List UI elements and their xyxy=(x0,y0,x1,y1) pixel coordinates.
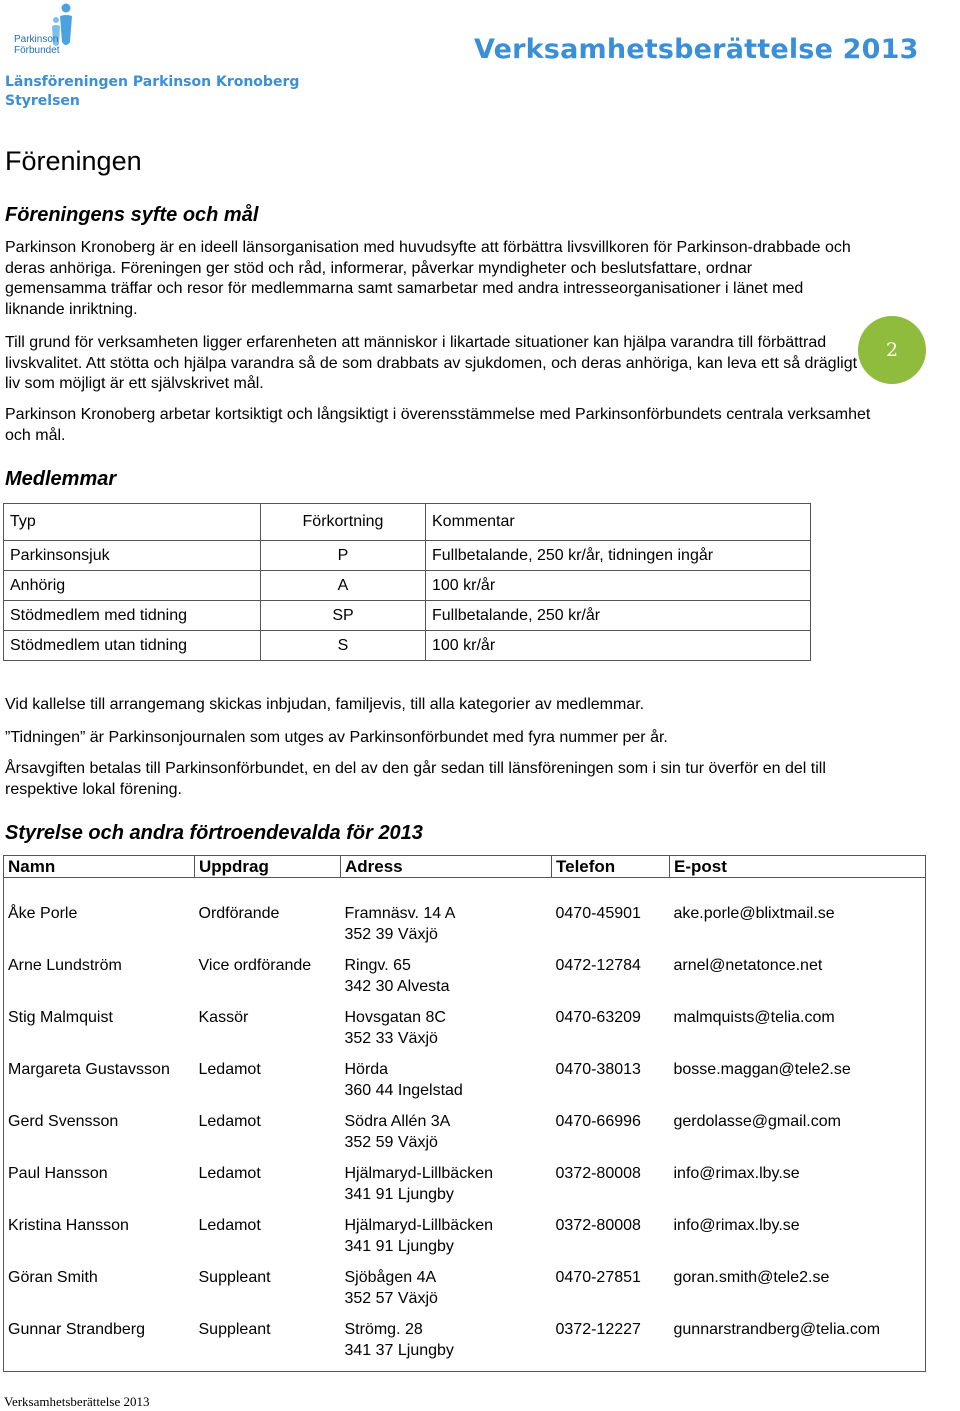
member-name: Kristina Hansson xyxy=(8,1217,129,1234)
board-table xyxy=(3,855,926,1372)
member-role: Ordförande xyxy=(198,905,280,922)
member-email: info@rimax.lby.se xyxy=(673,1165,800,1182)
table-row xyxy=(4,955,926,1007)
address-street: Strömg. 28 xyxy=(344,1321,423,1338)
cell: Fullbetalande, 250 kr/år, tidningen ingår xyxy=(426,541,811,571)
member-role: Ledamot xyxy=(198,1061,261,1078)
address-city: 352 59 Växjö xyxy=(344,1134,438,1151)
members-note-2: ”Tidningen” är Parkinsonjournalen som utges av Parkinsonförbundet med fyra nummer per år. xyxy=(5,729,668,746)
logo-line-2: Förbundet xyxy=(14,45,60,56)
member-phone: 0372-80008 xyxy=(555,1217,641,1234)
cell: Stödmedlem utan tidning xyxy=(4,631,261,661)
members-note-3: Årsavgiften betalas till Parkinsonförbundet, en del av den går sedan till länsföreningen som i sin tur överför en del till respektive lokal förening. xyxy=(5,760,826,798)
cell: Parkinsonsjuk xyxy=(4,541,261,571)
table-row xyxy=(4,601,811,631)
member-name: Stig Malmquist xyxy=(8,1009,113,1026)
member-role: Suppleant xyxy=(198,1321,271,1338)
section-heading: Föreningen xyxy=(5,146,142,176)
address-city: 342 30 Alvesta xyxy=(344,978,450,995)
board-heading: Styrelse och andra förtroendevalda för 2013 xyxy=(5,822,423,844)
member-address xyxy=(341,1215,552,1267)
address-street: Sjöbågen 4A xyxy=(344,1269,437,1286)
member-email: malmquists@telia.com xyxy=(673,1009,835,1026)
table-row xyxy=(4,1267,926,1319)
table-row xyxy=(4,541,811,571)
member-address xyxy=(341,903,552,955)
members-header-row xyxy=(4,504,811,541)
member-email: ake.porle@blixtmail.se xyxy=(673,905,835,922)
member-email: arnel@netatonce.net xyxy=(673,957,823,974)
member-address xyxy=(341,955,552,1007)
table-row xyxy=(4,1007,926,1059)
member-address xyxy=(341,1319,552,1372)
table-row xyxy=(4,631,811,661)
member-name: Margareta Gustavsson xyxy=(8,1061,170,1078)
member-address xyxy=(341,1163,552,1215)
col-kommentar: Kommentar xyxy=(426,504,811,541)
cell: Anhörig xyxy=(4,571,261,601)
member-email: gerdolasse@gmail.com xyxy=(673,1113,841,1130)
col-telefon: Telefon xyxy=(552,856,670,878)
board-rows xyxy=(4,903,926,1372)
address-street: Ringv. 65 xyxy=(344,957,411,974)
address-street: Södra Allén 3A xyxy=(344,1113,451,1130)
purpose-paragraph-1: Parkinson Kronoberg är en ideell länsorganisation med huvudsyfte att förbättra livsvillkoren för Parkinson-drabbade och deras anhöriga. Föreningen ger stöd och råd, informerar, påverkar myndigheter och beslutsfattare, ordnar gemensamma träffar och resor för medlemmarna samt samarbetar med andra intresseorganisationer i länet med liknande inriktning. xyxy=(5,239,851,318)
member-address xyxy=(341,1267,552,1319)
col-adress: Adress xyxy=(341,856,552,878)
address-city: 360 44 Ingelstad xyxy=(344,1082,463,1099)
purpose-paragraph-2: Till grund för verksamheten ligger erfarenheten att människor i likartade situationer kan hjälpa varandra till förbättrad livskvalitet. Att stötta och hjälpa varandra så de som drabbats av sjukdomen, och deras anhöriga, kan leva ett så drägligt liv som möjligt är ett självskrivet mål. xyxy=(5,334,858,392)
address-city: 341 37 Ljungby xyxy=(344,1342,454,1359)
member-phone: 0470-27851 xyxy=(555,1269,641,1286)
member-address xyxy=(341,1111,552,1163)
table-row xyxy=(4,1111,926,1163)
member-role: Ledamot xyxy=(198,1113,261,1130)
org-block xyxy=(5,73,299,111)
org-sub: Styrelsen xyxy=(5,93,80,109)
member-name: Paul Hansson xyxy=(8,1165,108,1182)
member-email: bosse.maggan@tele2.se xyxy=(673,1061,851,1078)
col-forkortning: Förkortning xyxy=(261,504,426,541)
logo-line-1: Parkinson xyxy=(14,34,59,45)
cell: Fullbetalande, 250 kr/år xyxy=(426,601,811,631)
col-uppdrag: Uppdrag xyxy=(195,856,341,878)
member-name: Åke Porle xyxy=(8,905,78,922)
table-row xyxy=(4,1319,926,1372)
table-row xyxy=(4,1215,926,1267)
address-city: 341 91 Ljungby xyxy=(344,1186,454,1203)
member-phone: 0372-12227 xyxy=(555,1321,641,1338)
logo-wordmark xyxy=(14,34,60,56)
member-email: info@rimax.lby.se xyxy=(673,1217,800,1234)
cell: 100 kr/år xyxy=(426,571,811,601)
address-street: Hjälmaryd-Lillbäcken xyxy=(344,1217,493,1234)
member-name: Gunnar Strandberg xyxy=(8,1321,145,1338)
col-typ: Typ xyxy=(4,504,261,541)
members-table xyxy=(3,503,811,661)
member-phone: 0470-66996 xyxy=(555,1113,641,1130)
member-email: gunnarstrandberg@telia.com xyxy=(673,1321,881,1338)
member-email: goran.smith@tele2.se xyxy=(673,1269,830,1286)
board-header-row xyxy=(4,856,926,878)
member-name: Gerd Svensson xyxy=(8,1113,119,1130)
member-role: Suppleant xyxy=(198,1269,271,1286)
member-phone: 0470-38013 xyxy=(555,1061,641,1078)
member-address xyxy=(341,1059,552,1111)
address-city: 352 33 Växjö xyxy=(344,1030,438,1047)
cell: P xyxy=(261,541,426,571)
member-phone: 0470-45901 xyxy=(555,905,641,922)
footer-text: Verksamhetsberättelse 2013 xyxy=(4,1394,150,1409)
members-heading: Medlemmar xyxy=(5,468,117,490)
member-phone: 0470-63209 xyxy=(555,1009,641,1026)
address-city: 352 57 Växjö xyxy=(344,1290,438,1307)
cell: Stödmedlem med tidning xyxy=(4,601,261,631)
member-role: Ledamot xyxy=(198,1217,261,1234)
address-street: Hörda xyxy=(344,1061,389,1078)
address-city: 352 39 Växjö xyxy=(344,926,438,943)
address-city: 341 91 Ljungby xyxy=(344,1238,454,1255)
table-row xyxy=(4,1059,926,1111)
spacer-row xyxy=(4,878,926,904)
table-row xyxy=(4,1163,926,1215)
cell: SP xyxy=(261,601,426,631)
member-name: Göran Smith xyxy=(8,1269,98,1286)
member-phone: 0472-12784 xyxy=(555,957,641,974)
col-epost: E-post xyxy=(670,856,926,878)
address-street: Hovsgatan 8C xyxy=(344,1009,446,1026)
member-address xyxy=(341,1007,552,1059)
member-role: Kassör xyxy=(198,1009,249,1026)
table-row xyxy=(4,571,811,601)
col-namn: Namn xyxy=(4,856,195,878)
document-title: Verksamhetsberättelse 2013 xyxy=(474,34,919,65)
members-note-1: Vid kallelse till arrangemang skickas inbjudan, familjevis, till alla kategorier av medlemmar. xyxy=(5,696,645,713)
purpose-heading: Föreningens syfte och mål xyxy=(5,204,259,226)
member-role: Vice ordförande xyxy=(198,957,312,974)
cell: A xyxy=(261,571,426,601)
org-name: Länsföreningen Parkinson Kronoberg xyxy=(5,74,300,90)
address-street: Hjälmaryd-Lillbäcken xyxy=(344,1165,493,1182)
table-row xyxy=(4,903,926,955)
member-role: Ledamot xyxy=(198,1165,261,1182)
cell: S xyxy=(261,631,426,661)
purpose-paragraph-3: Parkinson Kronoberg arbetar kortsiktigt och långsiktigt i överensstämmelse med Parkinsonförbundets centrala verksamhet och mål. xyxy=(5,406,871,444)
address-street: Framnäsv. 14 A xyxy=(344,905,456,922)
spacer-cell xyxy=(4,878,926,904)
member-phone: 0372-80008 xyxy=(555,1165,641,1182)
member-name: Arne Lundström xyxy=(8,957,122,974)
page-number-badge: 2 xyxy=(858,316,926,384)
cell: 100 kr/år xyxy=(426,631,811,661)
